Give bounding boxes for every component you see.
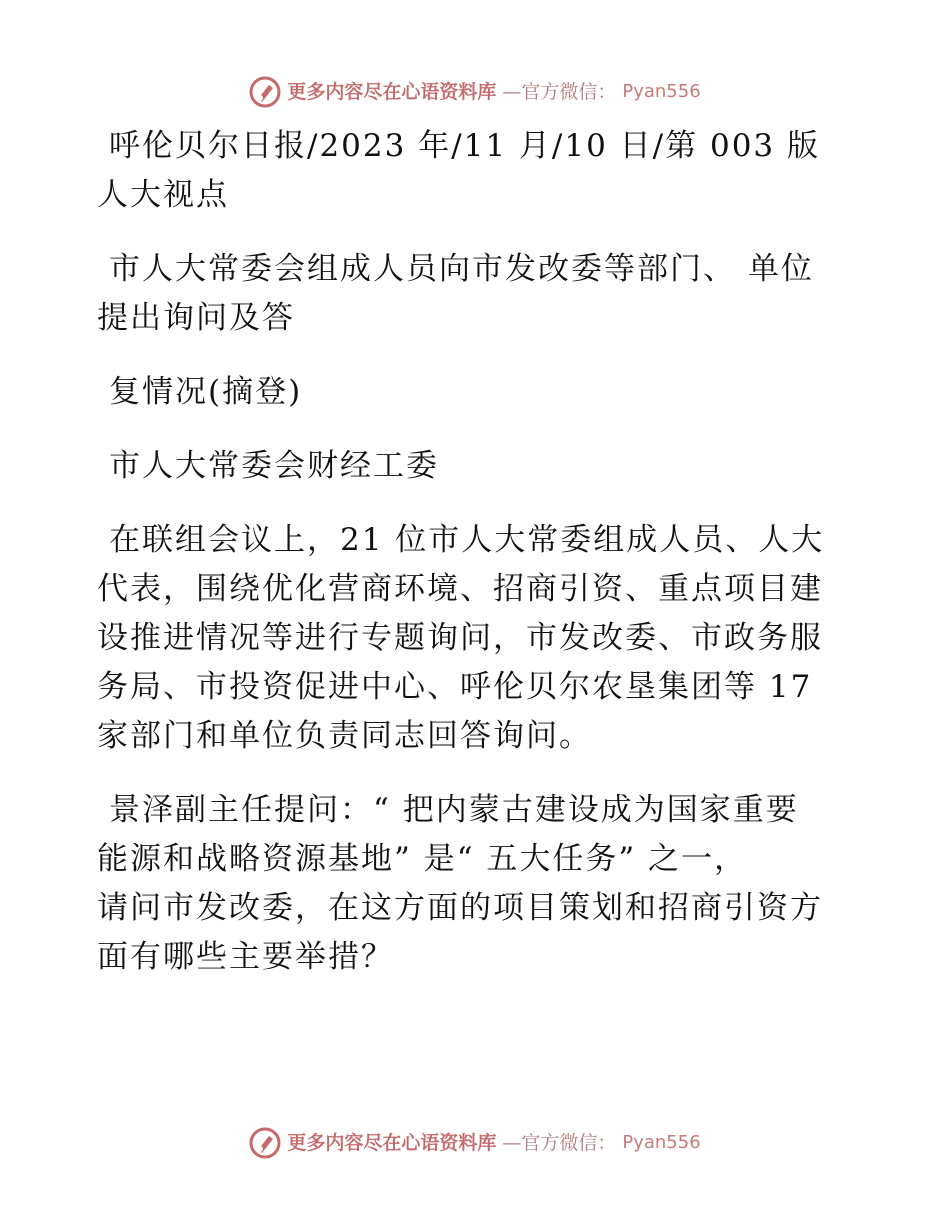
text-line: 景泽副主任提问：“ 把内蒙古建设成为国家重要 bbox=[109, 792, 799, 828]
watermark-dash: —官方微信： bbox=[502, 81, 617, 103]
watermark-wechat-id: Pyan556 bbox=[622, 81, 701, 102]
text-line: 面有哪些主要举措？ bbox=[97, 939, 394, 975]
paragraph-title-cont bbox=[97, 368, 857, 417]
paragraph-body-2 bbox=[97, 786, 857, 982]
pen-logo-icon bbox=[249, 1127, 281, 1159]
text-line: 在联组会议上，21 位市人大常委组成人员、人大 bbox=[109, 522, 825, 558]
text-line: 复情况(摘登) bbox=[109, 374, 303, 410]
watermark-dash: —官方微信： bbox=[502, 1132, 617, 1154]
text-line: 家部门和单位负责同志回答询问。 bbox=[97, 718, 592, 754]
pen-logo-icon bbox=[249, 76, 281, 108]
text-line: 市人大常委会组成人员向市发改委等部门、 单位 bbox=[109, 251, 814, 287]
text-line: 请问市发改委，在这方面的项目策划和招商引资方 bbox=[97, 890, 823, 926]
paragraph-body-1 bbox=[97, 516, 857, 761]
text-line: 代表，围绕优化营商环境、招商引资、重点项目建 bbox=[97, 571, 823, 607]
text-line: 市人大常委会财经工委 bbox=[109, 448, 439, 484]
watermark-wechat-id: Pyan556 bbox=[622, 1132, 701, 1153]
text-line: 呼伦贝尔日报/2023 年/11 月/10 日/第 003 版 bbox=[109, 128, 821, 164]
text-line: 提出询问及答 bbox=[97, 300, 295, 336]
watermark-prefix: 更多内容尽在心语资料库 bbox=[287, 1132, 497, 1154]
paragraph-author bbox=[97, 442, 857, 491]
watermark-banner-bottom bbox=[0, 1127, 950, 1159]
text-line: 人大视点 bbox=[97, 177, 229, 213]
paragraph-source bbox=[97, 122, 857, 220]
text-line: 设推进情况等进行专题询问，市发改委、市政务服 bbox=[97, 620, 823, 656]
watermark-prefix: 更多内容尽在心语资料库 bbox=[287, 81, 497, 103]
watermark-banner-top bbox=[0, 76, 950, 108]
text-line: 务局、市投资促进中心、呼伦贝尔农垦集团等 17 bbox=[97, 669, 813, 705]
text-line: 能源和战略资源基地” 是“ 五大任务” 之一， bbox=[97, 841, 748, 877]
paragraph-title bbox=[97, 245, 857, 343]
document-body bbox=[97, 122, 857, 1007]
